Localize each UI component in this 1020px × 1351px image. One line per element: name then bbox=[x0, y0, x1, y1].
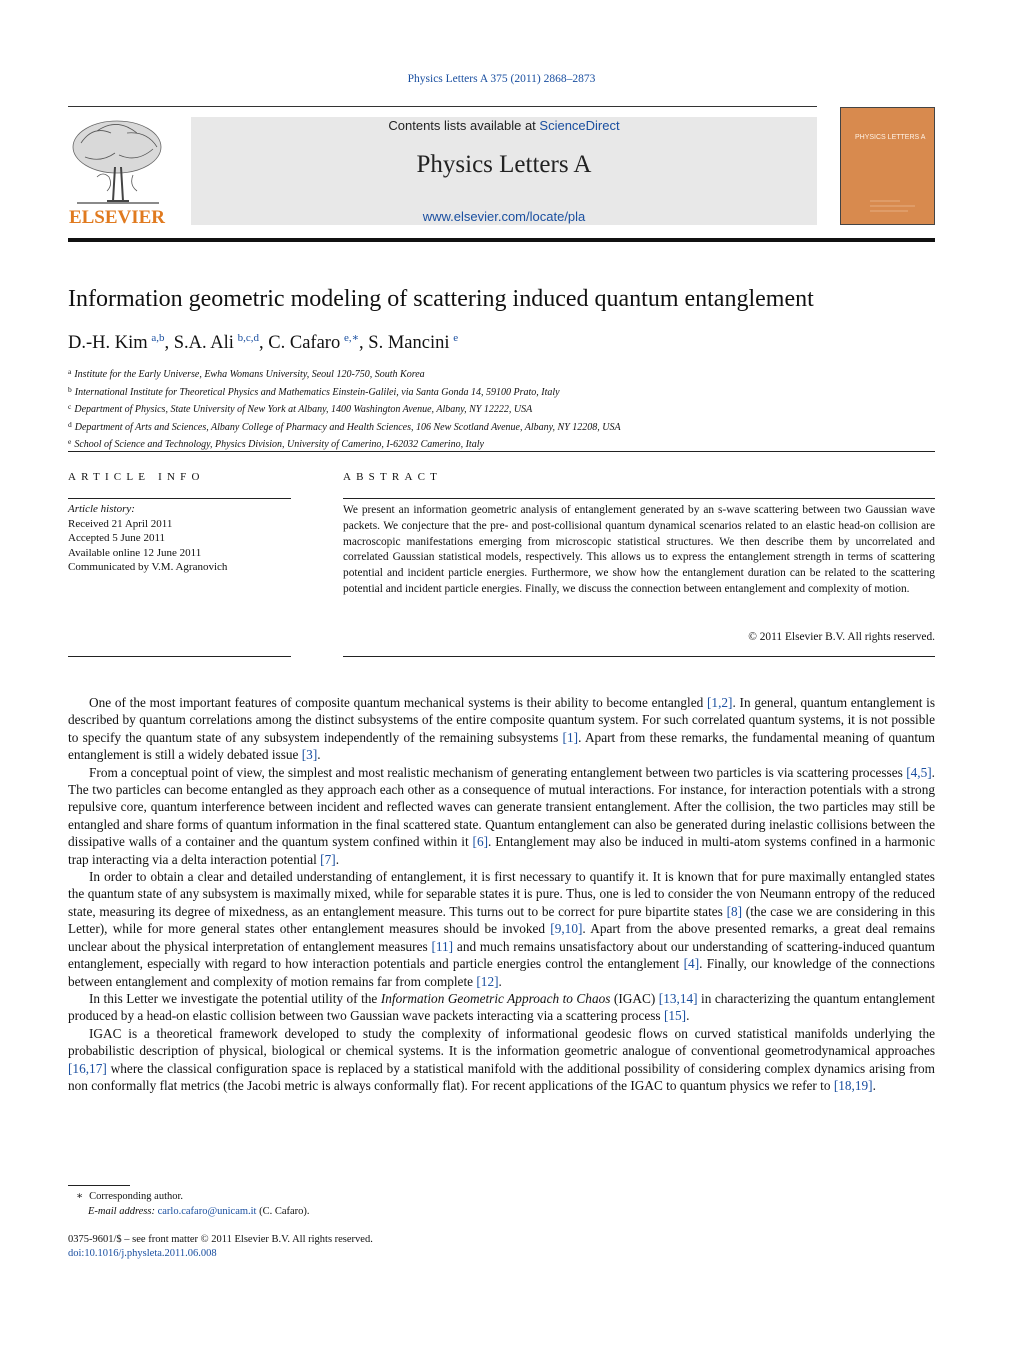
author-name: S.A. Ali bbox=[173, 333, 234, 353]
history-item: Accepted 5 June 2011 bbox=[68, 532, 166, 544]
journal-citation-link[interactable]: Physics Letters A 375 (2011) 2868–2873 bbox=[407, 73, 596, 85]
article-body bbox=[68, 694, 935, 1094]
citation-link[interactable]: [11] bbox=[431, 938, 454, 954]
body-paragraph: IGAC is a theoretical framework developed to study the complexity of informational geodesic flows on curved statistical manifolds underlying the probabilistic description of physical, biological or chemical systems. It is the information geometric analogue of conventional geometrodynamical approaches [16,17] where the classical configuration space is replaced by a statistical manifold with the additional possibility of considering complex dynamics arising from non conformally flat metrics (the Jacobi metric is always conformally flat). For recent applications of the IGAC to quantum physics we refer to [18,19]. bbox=[68, 1025, 935, 1093]
affiliation-item: $^a$ Institute for the Early Universe, Ewha Womans University, Seoul 120-750, South Korea bbox=[68, 367, 425, 380]
header-thick-rule bbox=[68, 238, 935, 242]
author-affil-link[interactable]: a,b bbox=[151, 332, 165, 344]
sciencedirect-link[interactable]: ScienceDirect bbox=[539, 118, 620, 133]
citation-link[interactable]: [6] bbox=[472, 834, 489, 850]
author-name: D.-H. Kim bbox=[68, 333, 148, 353]
body-paragraph: From a conceptual point of view, the simplest and most realistic mechanism of generating entanglement between two particles is via scattering processes [4,5]. The two particles can become entangled as they approach each other as a consequence of mutual interactions. For instance, for interaction potentials with a strong repulsive core, quantum interference between incident and reflected waves can generate transient entanglement. After the collision, the two particles may still be entangled and share forms of quantum information in the final scattered state. Quantum entanglement can also be generated during inelastic collisions between the dissipative walls of a container and the quantum system confined within it [6]. Entanglement may also be induced in multi-atom systems confined in a harmonic trap interacting via a delta interaction potential [7]. bbox=[68, 764, 935, 867]
cover-decoration bbox=[870, 198, 920, 216]
corresponding-author-note: ∗ Corresponding author. bbox=[76, 1191, 184, 1202]
footnote-rule bbox=[68, 1185, 130, 1186]
article-info-heading: ARTICLE INFO bbox=[68, 471, 205, 483]
article-title: Information geometric modeling of scattering induced quantum entanglement bbox=[68, 286, 814, 312]
doi-link[interactable]: doi:10.1016/j.physleta.2011.06.008 bbox=[68, 1248, 217, 1259]
affiliations bbox=[68, 365, 621, 453]
article-history bbox=[68, 502, 227, 575]
email-label: E-mail address: bbox=[88, 1206, 155, 1217]
citation-link[interactable]: [3] bbox=[301, 747, 318, 763]
contents-line bbox=[191, 118, 817, 133]
history-item: Communicated by V.M. Agranovich bbox=[68, 561, 228, 573]
corresponding-mark: ∗ bbox=[76, 1191, 84, 1202]
issn-line: 0375-9601/$ – see front matter © 2011 Elsevier B.V. All rights reserved. bbox=[68, 1234, 373, 1245]
citation-link[interactable]: [9,10] bbox=[550, 921, 583, 937]
body-paragraph: In order to obtain a clear and detailed understanding of entanglement, it is first necessary to quantify it. It is known that for pure maximally entangled states the quantum state of any subsystem is maximally mixed, while for separable states it is pure. Thus, one is led to consider the von Neumann entropy of the reduced state, measuring its degree of mixedness, as an entanglement measure. This turns out to be correct for pure bipartite states [8] (the case we are considering in this Letter), while for more general states other entanglement measures should be invoked [9,10]. Apart from the above presented remarks, a great deal remains unclear about the physical interpretation of entanglement measures [11] and much remains unsatisfactory about our understanding of scattering-induced quantum entanglement, especially with regard to how interaction potentials and particle energies control the entanglement [4]. Finally, our knowledge of the connections between entanglement and complexity of motion remains far from complete [12]. bbox=[68, 869, 935, 989]
citation-link[interactable]: [8] bbox=[726, 903, 743, 919]
abstract-heading: ABSTRACT bbox=[343, 471, 443, 483]
author-affil-link[interactable]: e,∗ bbox=[343, 332, 360, 344]
article-info-bottom-rule bbox=[68, 656, 291, 657]
contents-prefix: Contents lists available at bbox=[388, 118, 540, 133]
author-name: C. Cafaro bbox=[268, 333, 341, 353]
abstract-text: We present an information geometric analysis of entanglement generated by an s-wave scattering between two Gaussian wave packets. We conjecture that the pre- and post-collisional quantum dynamical scenarios related to an elastic head-on collision are macroscopic manifestations emerging from microscopic statistical structures. We then describe them by uncorrelated and correlated Gaussian statistical models, respectively. This allows us to express the entanglement strength in terms of scattering potential and incident particle energies. Furthermore, we show how the entanglement duration can be related to the scattering potential and incident particle energies. Finally, we discuss the connection between entanglement and complexity of motion. bbox=[343, 504, 935, 595]
citation-link[interactable]: [15] bbox=[663, 1008, 687, 1024]
email-note: E-mail address: carlo.cafaro@unicam.it (C. Cafaro). bbox=[88, 1206, 310, 1217]
citation-link[interactable]: [12] bbox=[476, 973, 499, 989]
elsevier-wordmark: ELSEVIER bbox=[68, 207, 166, 228]
history-item: Received 21 April 2011 bbox=[68, 517, 173, 530]
email-link[interactable]: carlo.cafaro@unicam.it bbox=[157, 1206, 257, 1217]
journal-url-link[interactable]: www.elsevier.com/locate/pla bbox=[422, 209, 586, 224]
abstract-copyright: © 2011 Elsevier B.V. All rights reserved. bbox=[748, 631, 935, 643]
citation-link[interactable]: [1] bbox=[562, 729, 579, 745]
journal-name: Physics Letters A bbox=[416, 151, 592, 178]
header-rule bbox=[68, 106, 817, 107]
affiliation-item: $^e$ School of Science and Technology, Physics Division, University of Camerino, I-62032 Camerino, Italy bbox=[68, 437, 484, 450]
article-info-rule bbox=[68, 498, 291, 499]
body-paragraph: In this Letter we investigate the potential utility of the Information Geometric Approach to Chaos (IGAC) [13,14] in characterizing the quantum entanglement produced by a head-on elastic collision between two Gaussian wave packets interacting via a scattering process [15]. bbox=[68, 990, 935, 1024]
author-affil-link[interactable]: b,c,d bbox=[237, 332, 260, 344]
affiliation-item: $^c$ Department of Physics, State University of New York at Albany, 1400 Washington Avenue, Albany, NY 12222, USA bbox=[68, 402, 533, 415]
author-affil-link[interactable]: e bbox=[453, 332, 459, 344]
citation-link[interactable]: [16,17] bbox=[68, 1060, 107, 1076]
author-name: S. Mancini bbox=[368, 333, 450, 353]
affiliation-item: $^b$ International Institute for Theoretical Physics and Mathematics Einstein-Galilei, via Santa Gonda 14, 59100 Prato, Italy bbox=[68, 384, 560, 398]
body-paragraph: One of the most important features of composite quantum mechanical systems is their ability to become entangled [1,2]. In general, quantum entanglement is described by quantum correlations among the distinct subsystems of the entire composite quantum system. For such correlated quantum systems, it is not possible to specify the quantum state of any subsystem independently of the remaining subsystems [1]. Apart from these remarks, the fundamental meaning of quantum entanglement is still a widely debated issue [3]. bbox=[68, 695, 936, 763]
affiliation-item: $^d$ Department of Arts and Sciences, Albany College of Pharmacy and Health Sciences, 106 New Scotland Avenue, Albany, NY 12208, USA bbox=[68, 419, 621, 433]
section-rule bbox=[68, 451, 935, 452]
citation-link[interactable]: [4,5] bbox=[906, 764, 932, 780]
history-item: Available online 12 June 2011 bbox=[68, 546, 202, 559]
cover-title: PHYSICS LETTERS A bbox=[855, 134, 926, 141]
citation-link[interactable]: [7] bbox=[320, 851, 336, 867]
abstract-bottom-rule bbox=[343, 656, 935, 657]
abstract-rule bbox=[343, 498, 935, 499]
citation-link[interactable]: [13,14] bbox=[658, 990, 698, 1006]
citation-link[interactable]: [18,19] bbox=[833, 1077, 873, 1093]
citation-link[interactable]: [4] bbox=[683, 956, 700, 972]
history-label: Article history: bbox=[68, 503, 135, 515]
citation-link[interactable]: [1,2] bbox=[707, 695, 733, 710]
author-list: D.-H. Kim $^{a,b}$, S.A. Ali $^{b,c,d}$, C. Cafaro $^{e,∗}$, S. Mancini $^e$ bbox=[68, 332, 459, 353]
